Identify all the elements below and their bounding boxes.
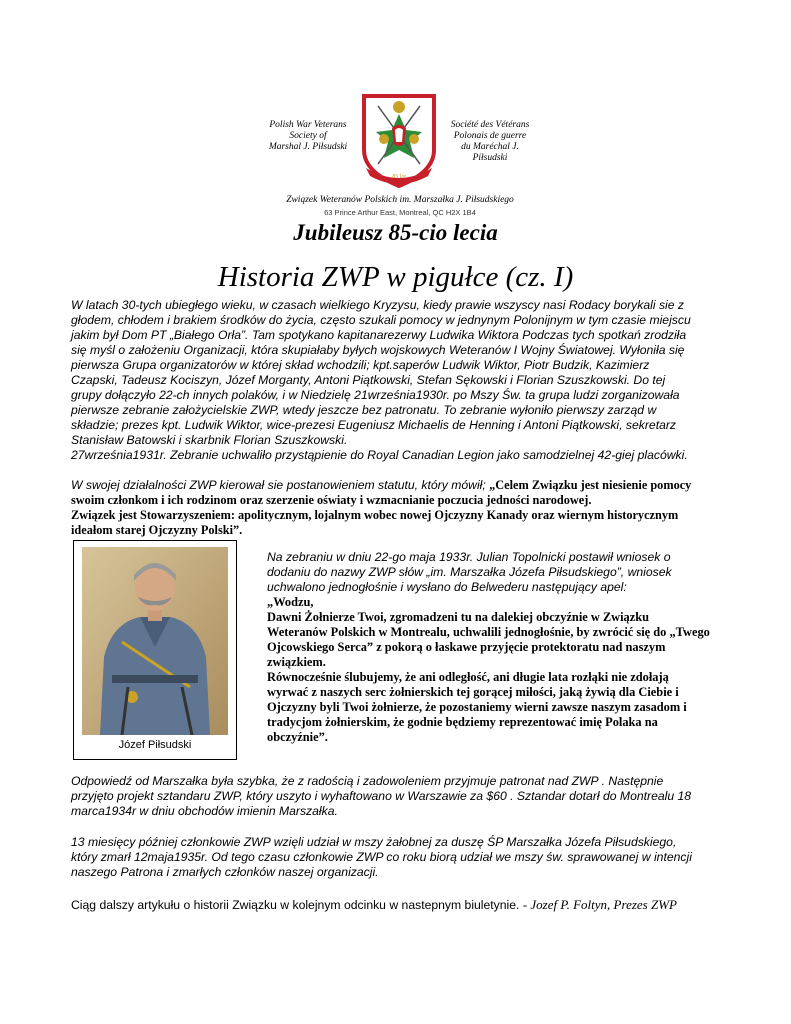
association-name: Związek Weteranów Polskich im. Marszałka J. Piłsudskiego (286, 195, 514, 205)
closing-line: Ciąg dalszy artykułu o historii Związku w kolejnym odcinku w nastepnym biuletynie. - Jozef P. Foltyn, Prezes ZWP (71, 897, 677, 912)
history-paragraph-1: W latach 30-tych ubiegłego wieku, w czasach wielkiego Kryzysu, kiedy prawie wszyscy nasi Rodacy borykali sie z głodem, chłodem i brakiem środków do życia, często szukali pomocy w jednynym Polonijnym w tym czasie miejscu jakim był Dom PT „Białego Orła”. Tam spotykano kapitanarezerwy Ludwika Wiktora Podczas tych spotkań zrodziła się myśl o założeniu Organizacji, która skupiałaby byłych wojskowych Weteranów I Wojny Światowej. Wyłoniła się pierwsza Grupa organizatorów w której skład wchodzili; kpt.saperów Ludwik Wiktor, Piotr Budzik, Kazimierz Czapski, Tadeusz Kociszyn, Józef Morganty, Antoni Piątkowski, Stefan Sękowski i Florian Szuszkowski. Do tej grupy dołączyło 22-ch innych polaków, i w Niedzielę 21września1930r. po Mszy Św. ta grupa ludzi zorganizowała pierwsze zebranie założycielskie ZWP, wtedy jeszcze bez patronatu. To zebranie wyłoniło pierwszy zarząd w składzie; prezes kpt. Ludwik Wiktor, wice-prezesi Eugeniusz Michaelis de Henning i Antoni Piątkowski, sekretarz Stanisław Batowski i skarbnik Florian Szuszkowski. 27września1931r. Zebranie uchwaliło przystąpienie do Royal Canadian Legion jako samodzielnej 42-giej placówki. (71, 298, 691, 462)
portrait-caption: Józef Piłsudski (118, 739, 192, 751)
pilsudski-portrait-image (82, 547, 228, 735)
society-crest-logo (356, 92, 442, 192)
english-society-name: Polish War Veterans Society of Marshal J. Piłsudski (268, 120, 348, 152)
french-society-name: Société des Vétérans Polonais de guerre du Maréchal J. Piłsudski (450, 120, 530, 163)
article-title: Historia ZWP w pigułce (cz. I) (217, 261, 574, 293)
statute-paragraph: W swojej działalności ZWP kierował sie postanowieniem statutu, który mówił; „Celem Związku jest niesienie pomocy swoim członkom i ich rodzinom oraz szerzenie oświaty i wzmacnianie poczucia jedności narodowej. Związek jest Stowarzyszeniem: apolitycznym, lojalnym wobec nowej Ojczyzny Kanady oraz wiernym historycznym ideałom starej Ojczyzny Polski”. (71, 478, 692, 537)
jubilee-heading: Jubileusz 85-cio lecia (293, 220, 498, 245)
author-signature: - Jozef P. Foltyn, Prezes ZWP (522, 897, 677, 912)
letterhead (260, 92, 540, 222)
patronage-request-paragraph: Na zebraniu w dniu 22-go maja 1933r. Julian Topolnicki postawił wniosek o dodaniu do nazwy ZWP słów „im. Marszałka Józefa Piłsudskiego”, wniosek uchwalono jednogłośnie i wysłano do Belwederu następujący apel: „Wodzu, Dawni Żołnierze Twoi, zgromadzeni tu na dalekiej obczyźnie w Związku Weteranów Polskich w Montrealu, uchwalili jednogłośnie, by zwrócić się do „Twego Ojcowskiego Serca” z pokorą o łaskawe przyjęcie protektoratu nad naszym związkiem. Równocześnie ślubujemy, że ani odległość, ani długie lata rozłąki nie zdołają wyrwać z naszych serc żołnierskich tej gorącej miłości, jaką żywią dla Ciebie i Ojczyzny byli Twoi żołnierze, że pozostaniemy wierni zawsze naszym zasadom i tradycjom żołnierskim, że godnie będziemy reprezentować imię Polaka na obczyźnie”. (267, 550, 710, 744)
marshal-response-paragraph: Odpowiedź od Marszałka była szybka, że z radością i zadowoleniem przyjmuje patronat nad ZWP . Następnie przyjęto projekt sztandaru ZWP, który uszyto i wyhaftowano w Warszawie za $60 . Sztandar dotarł do Montrealu 18 marca1934r w dniu obchodów imienin Marszałka. (71, 774, 692, 818)
svg-text:85 lat: 85 lat (392, 174, 406, 180)
association-address: 63 Prince Arthur East, Montreal, QC H2X 1B4 (324, 208, 476, 217)
memorial-mass-paragraph: 13 miesięcy później członkowie ZWP wzięli udział w mszy żałobnej za duszę ŚP Marszałka Józefa Piłsudskiego, który zmarł 12maja1935r. Od tego czasu członkowie ZWP co roku biorą udział we mszy św. sprawowanej w intencji naszego Patrona i zmarłych członków naszej organizacji. (71, 835, 692, 879)
portrait-frame (73, 540, 237, 760)
